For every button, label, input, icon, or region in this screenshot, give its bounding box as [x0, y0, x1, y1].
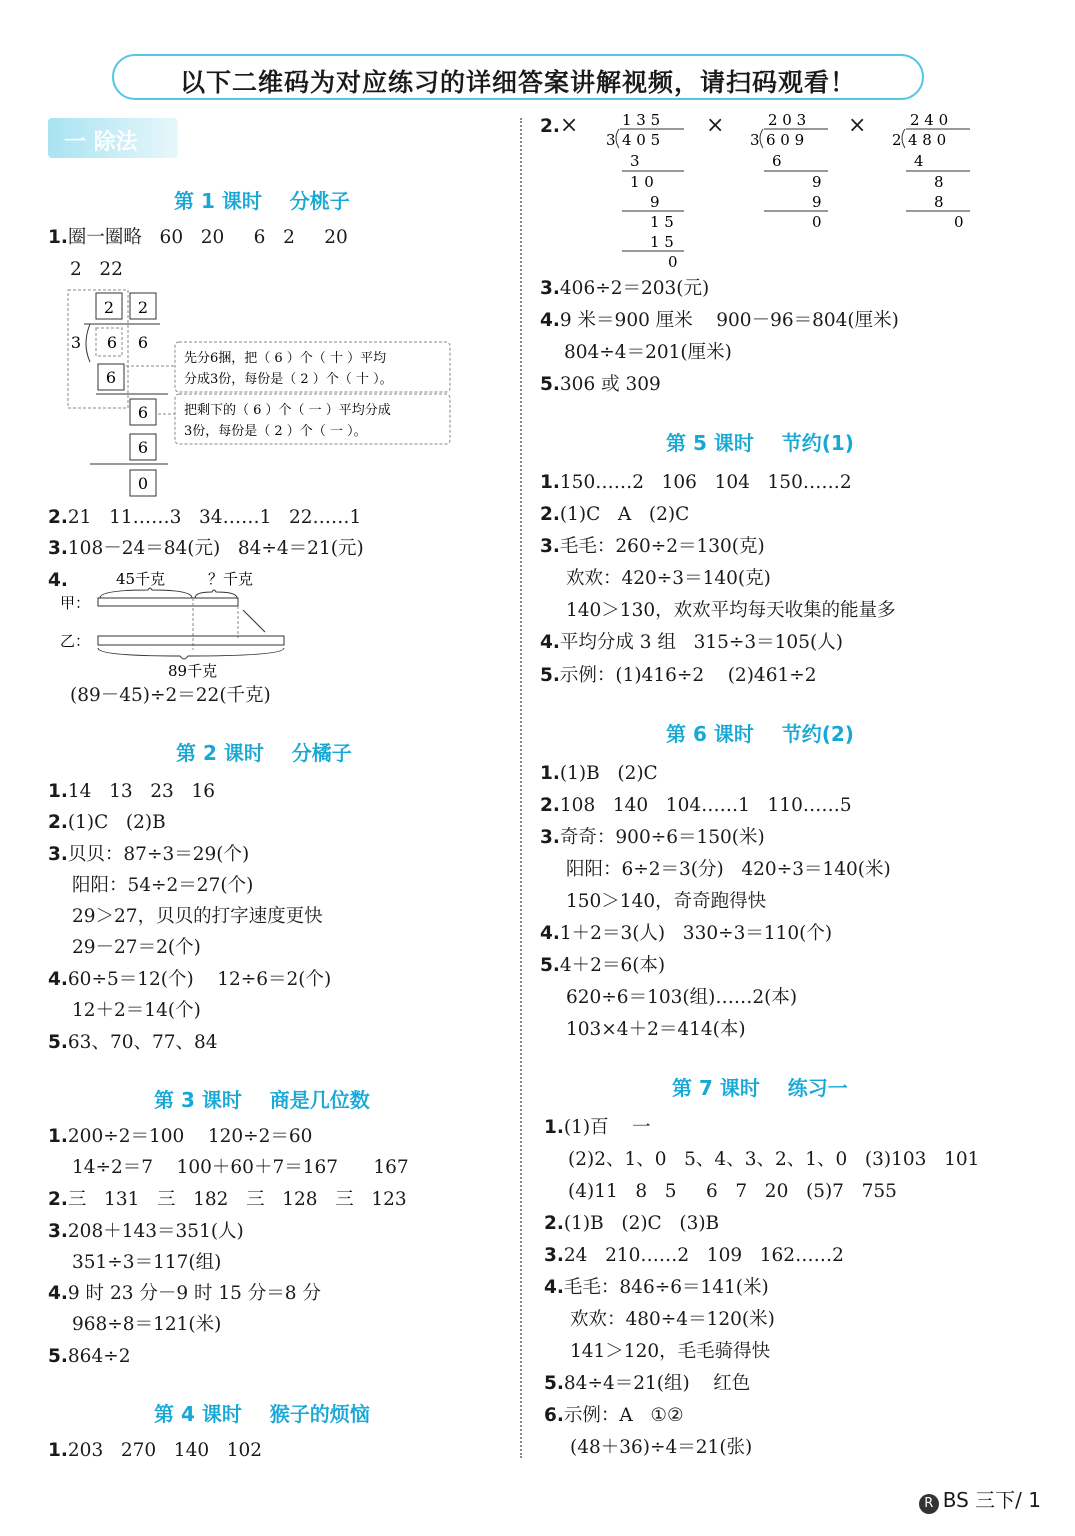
remainder-ones: 6 [137, 403, 149, 422]
answer-line: 4.毛毛：846÷6＝141(米) [544, 1277, 769, 1298]
answer-line: (48＋36)÷4＝21(张) [570, 1437, 753, 1458]
answer-line: 6.示例：A ①② [544, 1405, 684, 1426]
lesson-1-heading: 第 1 课时 分桃子 [174, 189, 350, 213]
answer-line: 3.108－24＝84(元) 84÷4＝21(元) [48, 538, 364, 559]
lesson-5-heading: 第 5 课时 节约(1) [666, 431, 854, 455]
answer-line: 阳阳：6÷2＝3(分) 420÷3＝140(米) [566, 859, 891, 880]
answer-line: 1.203 270 140 102 [48, 1440, 263, 1461]
answer-line: 351÷3＝117(组) [72, 1252, 222, 1273]
answer-line: 804÷4＝201(厘米) [564, 342, 732, 363]
answer-line: 141＞120，毛毛骑得快 [570, 1341, 771, 1362]
answer-line: 620÷6＝103(组)……2(本) [566, 987, 798, 1008]
segment-label-89: 89千克 [168, 662, 218, 680]
dividend-ones: 6 [137, 333, 149, 352]
svg-text:2 0 3: 2 0 3 [768, 111, 807, 129]
answer-line: 1.(1)百 一 [544, 1117, 651, 1138]
answer-line: 5.864÷2 [48, 1346, 131, 1367]
answer-line: 2 22 [70, 259, 123, 280]
answer-line: 4.平均分成 3 组 315÷3＝105(人) [540, 632, 843, 653]
svg-text:9: 9 [812, 173, 822, 191]
answer-line: 150＞140，奇奇跑得快 [566, 891, 767, 912]
svg-text:3: 3 [630, 152, 640, 170]
final-remainder: 0 [137, 474, 149, 493]
product-tens: 6 [105, 368, 117, 387]
svg-text:8: 8 [934, 193, 944, 211]
answer-line: 968÷8＝121(米) [72, 1314, 222, 1335]
segment-label-unknown: ？千克 [208, 570, 254, 588]
callout-1-line-2: 分成3份，每份是（ 2 ）个（ 十 ）。 [184, 372, 393, 387]
dividend-tens: 6 [106, 333, 118, 352]
callout-2-line-1: 把剩下的（ 6 ）个（ 一 ）平均分成 [184, 403, 391, 418]
row-label-yi: 乙： [60, 632, 91, 650]
row-label-jia: 甲： [60, 594, 91, 612]
svg-text:1 3 5: 1 3 5 [622, 111, 661, 129]
answer-line: 5.306 或 309 [540, 374, 661, 395]
answer-line: 3.24 210……2 109 162……2 [544, 1245, 844, 1266]
answer-line: 2.(1)C A (2)C [540, 504, 690, 525]
answer-line: 1.14 13 23 16 [48, 781, 215, 802]
long-division-1 [600, 108, 700, 272]
svg-text:1 5: 1 5 [650, 213, 674, 231]
svg-text:3: 3 [750, 131, 760, 149]
callout-1-line-1: 先分6捆，把（ 6 ）个（ 十 ）平均 [184, 351, 387, 366]
answer-line: 欢欢：420÷3＝140(克) [566, 568, 771, 589]
callout-2-line-2: 3份，每份是（ 2 ）个（ 一 ）。 [184, 424, 367, 439]
unit-title: 一 除法 [64, 130, 138, 155]
svg-text:1 0: 1 0 [630, 173, 654, 191]
answer-line: 3.奇奇：900÷6＝150(米) [540, 827, 765, 848]
lesson-6-heading: 第 6 课时 节约(2) [666, 722, 854, 746]
answer-line: 1.200÷2＝100 120÷2＝60 [48, 1126, 313, 1147]
answer-line: 5.84÷4＝21(组) 红色 [544, 1373, 751, 1394]
answer-line: 2.三 131 三 182 三 128 三 123 [48, 1189, 407, 1210]
answer-line: 3.毛毛：260÷2＝130(克) [540, 536, 765, 557]
wrong-mark-3: × [848, 113, 867, 138]
svg-text:1 5: 1 5 [650, 233, 674, 251]
answer-line: 2.21 11……3 34……1 22……1 [48, 507, 362, 528]
answer-line: 29＞27，贝贝的打字速度更快 [72, 906, 323, 927]
divisor: 3 [70, 333, 82, 352]
svg-text:4 8 0: 4 8 0 [908, 131, 947, 149]
svg-text:0: 0 [812, 213, 822, 231]
lesson-4-heading: 第 4 课时 猴子的烦恼 [154, 1402, 370, 1426]
answer-line: 欢欢：480÷4＝120(米) [570, 1309, 775, 1330]
answer-line: 1.圈一圈略 60 20 6 2 20 [48, 227, 348, 248]
answer-line: 5.示例：(1)416÷2 (2)461÷2 [540, 665, 817, 686]
line-segment-diagram [60, 568, 320, 682]
answer-line: 1.(1)B (2)C [540, 763, 658, 784]
answer-line: 103×4＋2＝414(本) [566, 1019, 746, 1040]
lesson-2-heading: 第 2 课时 分橘子 [176, 741, 352, 765]
answer-line: 4.60÷5＝12(个) 12÷6＝2(个) [48, 969, 332, 990]
svg-text:4 0 5: 4 0 5 [622, 131, 661, 149]
banner-text: 以下二维码为对应练习的详细答案讲解视频，请扫码观看！ [179, 68, 856, 97]
answer-line: 2.(1)C (2)B [48, 812, 166, 833]
answer-line: (4)11 8 5 6 7 20 (5)7 755 [568, 1181, 897, 1202]
long-division-2 [744, 108, 844, 232]
banner [112, 54, 924, 100]
svg-text:6 0 9: 6 0 9 [766, 131, 805, 149]
quotient-tens: 2 [103, 298, 115, 317]
answer-line: 2.108 140 104……1 110……5 [540, 795, 852, 816]
lesson-7-heading: 第 7 课时 练习一 [672, 1076, 848, 1100]
answer-line: 1.150……2 106 104 150……2 [540, 472, 852, 493]
svg-text:2 4 0: 2 4 0 [910, 111, 949, 129]
answer-line: 4. [48, 570, 68, 591]
segment-label-45: 45千克 [116, 570, 166, 588]
answer-line: 4.9 米＝900 厘米 900－96＝804(厘米) [540, 310, 899, 331]
answer-line: 3.贝贝：87÷3＝29(个) [48, 844, 250, 865]
svg-text:9: 9 [650, 193, 660, 211]
page-footer [919, 1484, 1041, 1514]
answer-line: 12＋2＝14(个) [72, 1000, 201, 1021]
svg-text:6: 6 [772, 152, 782, 170]
answer-line: 5.63、70、77、84 [48, 1032, 218, 1053]
answer-line: 5.4＋2＝6(本) [540, 955, 666, 976]
quotient-ones: 2 [137, 298, 149, 317]
svg-text:8: 8 [934, 173, 944, 191]
answer-line: 阳阳：54÷2＝27(个) [72, 875, 254, 896]
product-ones: 6 [137, 438, 149, 457]
answer-line: 14÷2＝7 100＋60＋7＝167 167 [72, 1157, 409, 1178]
lesson-3-heading: 第 3 课时 商是几位数 [154, 1088, 370, 1112]
unit-title-tag [48, 118, 178, 158]
answer-line: 2.× [540, 113, 579, 138]
answer-line: 140＞130，欢欢平均每天收集的能量多 [566, 600, 896, 621]
publisher-mark-icon: R [919, 1494, 939, 1514]
answer-line: 4.1＋2＝3(人) 330÷3＝110(个) [540, 923, 833, 944]
page-number: BS 三下/ 1 [942, 1488, 1041, 1512]
svg-text:0: 0 [668, 253, 678, 271]
answer-line: 3.208＋143＝351(人) [48, 1221, 244, 1242]
long-division-3 [886, 108, 986, 232]
svg-text:0: 0 [954, 213, 964, 231]
answer-line: 29－27＝2(个) [72, 937, 201, 958]
answer-line: (89－45)÷2＝22(千克) [70, 685, 271, 706]
column-divider [520, 118, 522, 1458]
answer-line: 2.(1)B (2)C (3)B [544, 1213, 720, 1234]
answer-line: 4.9 时 23 分－9 时 15 分＝8 分 [48, 1283, 321, 1304]
answer-line: 3.406÷2＝203(元) [540, 278, 710, 299]
svg-text:2: 2 [892, 131, 902, 149]
svg-text:9: 9 [812, 193, 822, 211]
answer-line: (2)2、1、0 5、4、3、2、1、0 (3)103 101 [568, 1149, 980, 1170]
division-box-diagram [60, 286, 460, 502]
wrong-mark-2: × [706, 113, 725, 138]
svg-text:3: 3 [606, 131, 616, 149]
svg-text:4: 4 [914, 152, 924, 170]
